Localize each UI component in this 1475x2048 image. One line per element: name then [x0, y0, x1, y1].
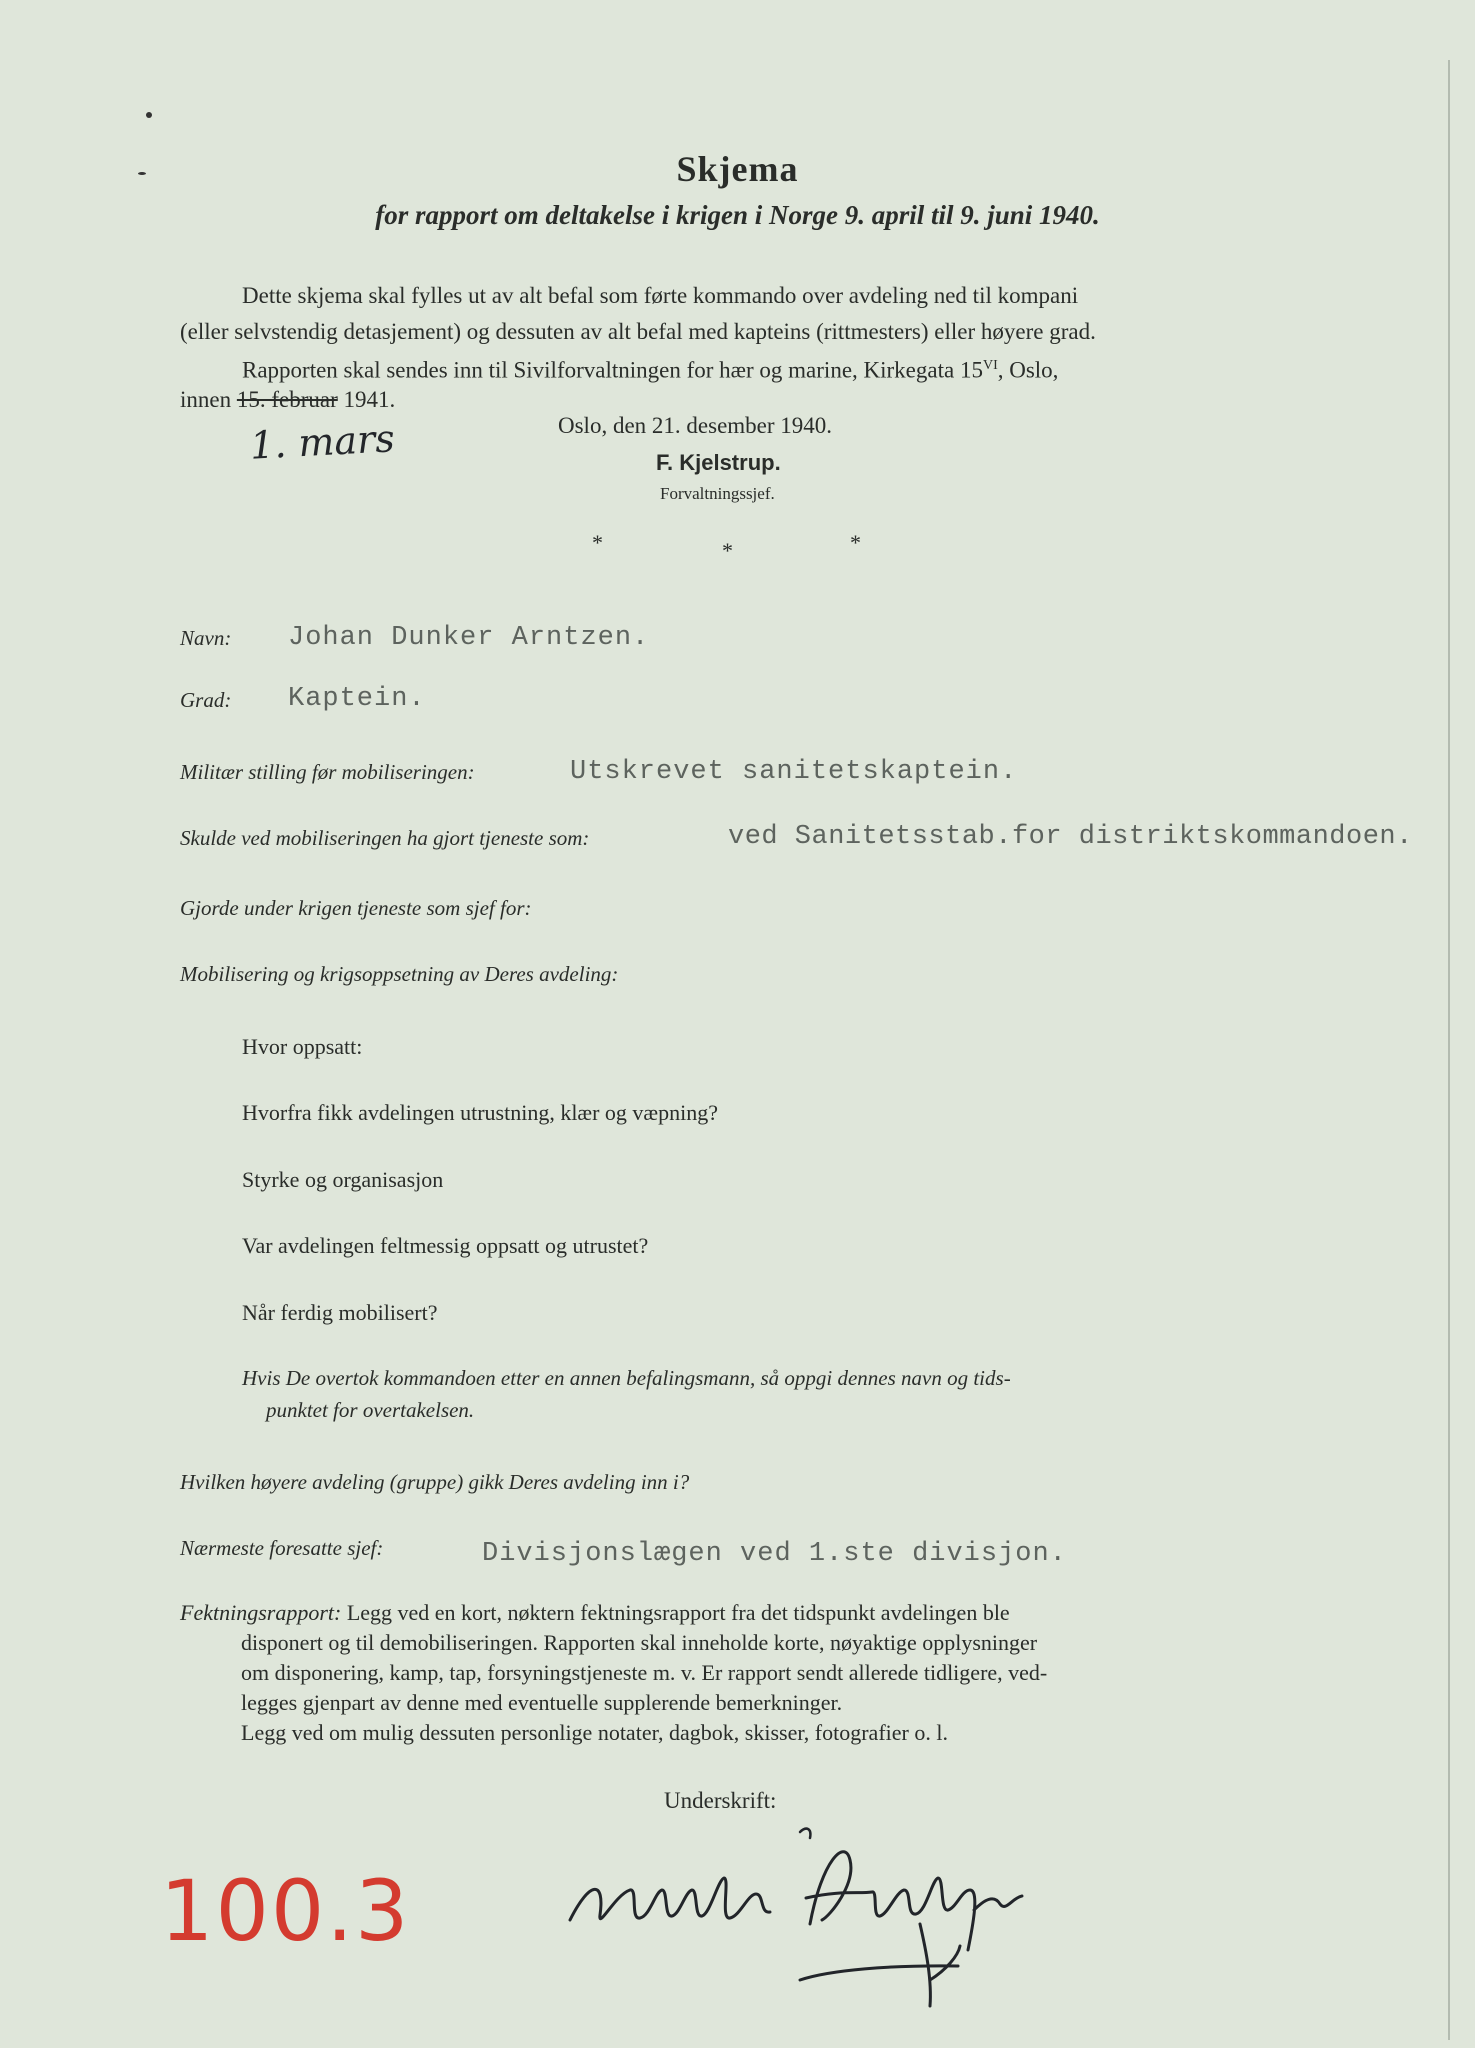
battle-report-line-5: Legg ved om mulig dessuten personlige notater, dagbok, skisser, fotografier o. l.	[241, 1720, 948, 1745]
should-serve-value: ved Sanitetsstab.for distriktskommandoen.	[728, 822, 1413, 852]
struck-deadline: 15. februar	[236, 387, 338, 412]
battle-report-instructions	[180, 1598, 1280, 1748]
question-equipment: Hvorfra fikk avdelingen utrustning, klær og væpning?	[242, 1100, 718, 1125]
signature-label: Underskrift:	[664, 1788, 777, 1813]
signer-title: Forvaltningssjef.	[660, 484, 775, 503]
deadline-year: 1941.	[343, 387, 396, 412]
handwritten-signature	[560, 1820, 1080, 2020]
battle-report-lead: Fektningsrapport:	[180, 1600, 342, 1625]
form-subtitle: for rapport om deltakelse i krigen i Norge 9. april til 9. juni 1940.	[375, 200, 1100, 230]
question-strength: Styrke og organisasjon	[242, 1167, 444, 1192]
mobilization-label: Mobilisering og krigsoppsetning av Deres avdeling:	[180, 962, 619, 986]
asterisk-3: *	[850, 530, 861, 555]
intro-line-4	[180, 383, 395, 417]
intro-line-3	[242, 349, 1058, 388]
intro-line-3-end: , Oslo,	[997, 357, 1059, 383]
page-edge	[1448, 60, 1450, 2040]
rank-label: Grad:	[180, 688, 232, 712]
intro-line-2: (eller selvstendig detasjement) og dessuten av alt befal med kapteins (rittmesters) eller høyere grad.	[180, 319, 1096, 344]
archive-number: 100.3	[160, 1862, 411, 1960]
name-value: Johan Dunker Arntzen.	[288, 623, 650, 653]
question-field-ready: Var avdelingen feltmessig oppsatt og utrustet?	[242, 1233, 649, 1258]
intro-line-1: Dette skjema skal fylles ut av alt befal som førte kommando over avdeling ned til kompani	[242, 283, 1079, 308]
superior-value: Divisjonslægen ved 1.ste divisjon.	[482, 1539, 1067, 1569]
takeover-note-line-2: punktet for overtakelsen.	[266, 1398, 475, 1422]
superior-label: Nærmeste foresatte sjef:	[180, 1536, 384, 1560]
battle-report-line-2: disponert og til demobiliseringen. Rapporten skal inneholde korte, nøyaktige opplysninger	[241, 1630, 1038, 1655]
pre-mobilization-label: Militær stilling før mobiliseringen:	[180, 760, 475, 784]
asterisk-1: *	[592, 530, 603, 555]
pre-mobilization-value: Utskrevet sanitetskaptein.	[570, 757, 1018, 787]
battle-report-line-3: om disponering, kamp, tap, forsyningstjeneste m. v. Er rapport sendt allerede tidligere, ved-	[241, 1660, 1048, 1685]
served-as-label: Gjorde under krigen tjeneste som sjef for:	[180, 896, 532, 920]
battle-report-line-4: legges gjenpart av denne med eventuelle supplerende bemerkninger.	[241, 1690, 843, 1715]
battle-report-text-1: Legg ved en kort, nøktern fektningsrapport fra det tidspunkt avdelingen ble	[346, 1600, 1010, 1625]
question-where: Hvor oppsatt:	[242, 1034, 363, 1059]
intro-line-3-text: Rapporten skal sendes inn til Sivilforvaltningen for hær og marine, Kirkegata 15	[242, 357, 983, 383]
intro-line-3-sup: VI	[982, 358, 998, 373]
place-date: Oslo, den 21. desember 1940.	[558, 413, 833, 438]
battle-report-line-1	[180, 1598, 1280, 1628]
ink-speck	[146, 112, 152, 118]
rank-value: Kaptein.	[288, 684, 426, 714]
takeover-note-line-1: Hvis De overtok kommandoen etter en annen befalingsmann, så oppgi dennes navn og tids-	[242, 1366, 1011, 1390]
name-label: Navn:	[180, 626, 232, 650]
form-title: Skjema	[676, 149, 799, 189]
higher-unit-label: Hvilken høyere avdeling (gruppe) gikk Deres avdeling inn i?	[180, 1470, 690, 1494]
question-mobilized-when: Når ferdig mobilisert?	[242, 1300, 438, 1325]
handwritten-new-deadline: 1. mars	[248, 416, 396, 468]
asterisk-2: *	[722, 538, 733, 563]
signer-name: F. Kjelstrup.	[656, 450, 781, 475]
deadline-label: innen	[180, 387, 232, 412]
should-serve-label: Skulde ved mobiliseringen ha gjort tjeneste som:	[180, 826, 590, 850]
